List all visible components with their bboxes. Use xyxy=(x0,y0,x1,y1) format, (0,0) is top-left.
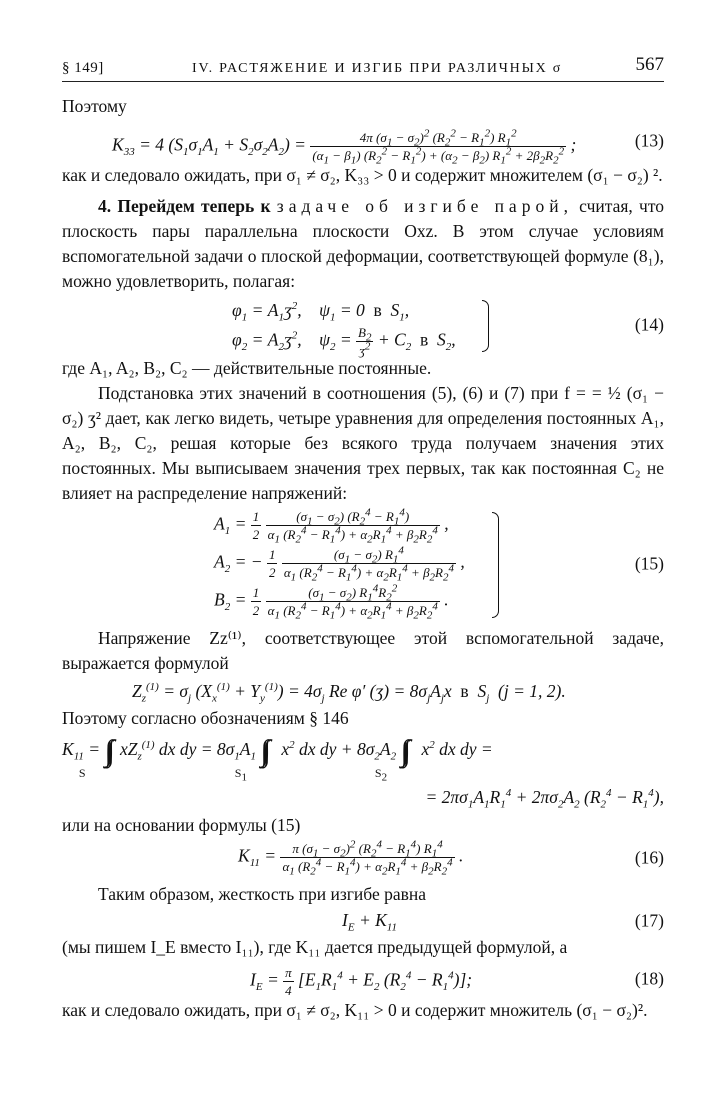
p4-spaced: задаче об изгибе парой, xyxy=(276,196,573,216)
paragraph-notation: Поэтому согласно обозначениям § 146 xyxy=(62,708,349,728)
page-number: 567 xyxy=(635,54,664,75)
paragraph-basis: или на основании формулы (15) xyxy=(62,815,301,835)
paragraph-stress: Напряжение Zz⁽¹⁾, соответствующее этой вспомогательной задаче, выражается формулой xyxy=(62,628,664,673)
paragraph-expected-2: как и следовало ожидать, при σ₁ ≠ σ₂, K₁₁ > 0 и содержит множитель (σ₁ − σ₂)². xyxy=(62,1000,648,1020)
page-body xyxy=(62,92,664,1023)
section-ref: § 149] xyxy=(62,60,104,76)
header-rule xyxy=(62,81,664,82)
equation-zz: $Z_z^{(1)} = \sigma_j$ $(X_x^{(1)} + Y_y^{(1)}) = 4\sigma_j$ Re φ′ (ʒ) = $8\sigma_jA_jx$ в $S_j$ (j = 1, 2). xyxy=(132,681,566,705)
eqno-17: (17) xyxy=(634,910,664,931)
equation-17: $I_E + K_{11}$ (17) xyxy=(342,910,664,934)
equation-k11-integral: $K_{11} = \int\int_S$ $xZ_z^{(1)}$ dx dy = $8\sigma_1A_1$ $\int\int_{S_1}$ $x^2$ dx dy + $8\sigma_2A_2$ $\int\int_{S_2}$ $x^2$ dx dy = = $2\pi\sigma_1A_1R_1^4 + 2\pi\sigma_2A_2$ $(R_2^4 - R_1^4)$, xyxy=(62,734,664,811)
paragraph-where: где A₁, A₂, B₂, C₂ — действительные постоянные. xyxy=(62,358,432,378)
p4-lead: 4. Перейдем теперь к xyxy=(98,196,271,216)
paragraph-mywrite: (мы пишем I_E вместо I₁₁), где K₁₁ дается предыдущей формулой, а xyxy=(62,937,568,957)
eqno-18: (18) xyxy=(634,968,664,989)
chapter-title: IV. РАСТЯЖЕНИЕ И ИЗГИБ ПРИ РАЗЛИЧНЫХ σ xyxy=(192,61,563,76)
equation-13: $K_{33} = 4$ $(S_1\sigma_1A_1 + S_2\sigma_2A_2)$ = $\frac{4\pi (\sigma_1 - \sigma_2)^2 (R_2^2 - R_1^2) R_1^2}{(\alpha_1 - \beta_1) (R_2^2 - R_1^2) + (\alpha_2 - \beta_2) R_1^2 + 2\beta_2R_2^2}$ ; (13) xyxy=(112,127,664,167)
equation-14: $\varphi_1$ = $A_1ʒ^2$, $\psi_1 = 0$ в $S_1$, $\varphi_2$ = $A_2ʒ^2$, $\psi_2$ = $\frac{B_2}{ʒ^2}$ + $C_2$ в $S_2$, (14) xyxy=(232,300,664,358)
running-header xyxy=(62,50,664,78)
paragraph-section-4 xyxy=(62,194,664,294)
equation-18: $I_E$ = $\frac{\pi}{4}$ [$E_1R_1^4 + E_2$ $(R_2^4 - R_1^4)$]; (18) xyxy=(250,965,664,998)
p4-rest: считая, что плоскость пары параллельна плоскости Oxz. В этом случае условиям вспомогательной задачи о плоской деформации, соответствующей формуле (8₁), можно удовлетворить, полагая: xyxy=(62,196,664,291)
paragraph-therefore: Поэтому xyxy=(62,96,127,116)
eqno-16: (16) xyxy=(634,847,664,868)
eqno-15: (15) xyxy=(634,553,664,574)
equation-16: $K_{11}$ = $\frac{\pi (\sigma_1 - \sigma_2)^2 (R_2^4 - R_1^4) R_1^4}{\alpha_1 (R_2^4 - R_1^4) + \alpha_2R_1^4 + \beta_2R_2^4}$ . (16) xyxy=(238,838,664,878)
paragraph-expected-1: как и следовало ожидать, при σ₁ ≠ σ₂, K₃₃ > 0 и содержит множителем (σ₁ − σ₂) ². xyxy=(62,165,663,185)
paragraph-substitution: Подстановка этих значений в соотношения (5), (6) и (7) при f = = ½ (σ₁ − σ₂) ʒ² дает, как легко видеть, четыре уравнения для определения постоянных A₁, A₂, B₂, C₂, решая которые без всякого труда получаем значения этих постоянных. Мы выписываем значения трех первых, так как постоянная C₂ не влияет на распределение напряжений: xyxy=(62,383,664,503)
eqno-13: (13) xyxy=(634,130,664,151)
eqno-14: (14) xyxy=(634,314,664,335)
paragraph-rigidity: Таким образом, жесткость при изгибе равна xyxy=(98,884,427,904)
equation-15: $A_1$ = $\frac{1}{2}$ $\frac{(\sigma_1 - \sigma_2) (R_2^4 - R_1^4)}{\alpha_1 (R_2^4 - R_1^4) + \alpha_2R_1^4 + \beta_2R_2^4}$ , $A_2$ = − $\frac{1}{2}$ $\frac{(\sigma_1 - \sigma_2) R_1^4}{\alpha_1 (R_2^4 - R_1^4) + \alpha_2R_1^4 + \beta_2R_2^4}$ , $B_2$ = $\frac{1}{2}$ $\frac{(\sigma_1 - \sigma_2) R_1^4R_2^2}{\alpha_1 (R_2^4 - R_1^4) + \alpha_2R_1^4 + \beta_2R_2^4}$ . (15) xyxy=(214,506,664,622)
